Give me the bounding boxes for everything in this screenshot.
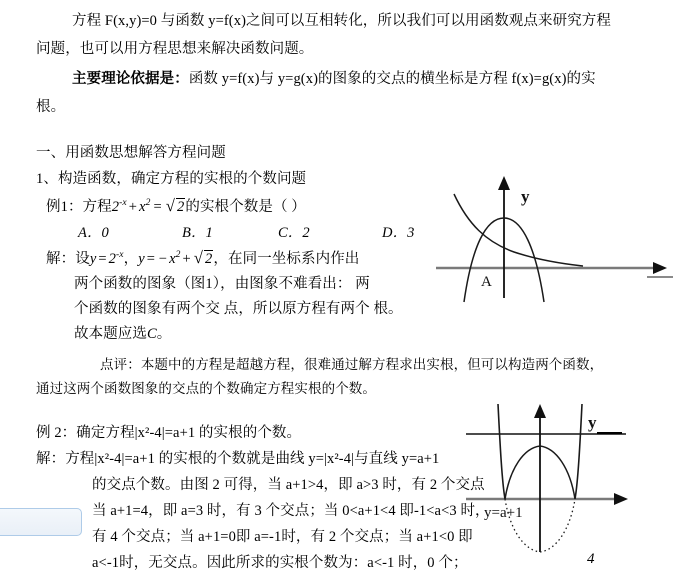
figure2-y-axis-arrow-icon xyxy=(534,404,546,418)
solution1-sqrt xyxy=(193,250,214,267)
figure-2-canvas xyxy=(466,404,673,582)
solution1-eq2-x: x xyxy=(169,251,176,267)
subsection-heading-one: 1、构造函数，确定方程的实根的个数问题 xyxy=(36,171,307,187)
comment-line2: 通过这两个函数图象的交点的个数确定方程实根的个数。 xyxy=(36,381,376,396)
solution1-comma: ， xyxy=(123,251,139,267)
theory-line2: 根。 xyxy=(36,99,66,115)
example1-choice-c: C．2 xyxy=(278,225,310,241)
solution1-eq1-base: 2 xyxy=(108,251,116,267)
page-number: 4 xyxy=(587,551,595,567)
example1-prefix: 例1：方程 xyxy=(46,199,112,215)
solution1-line2: 两个函数的图象（图1），由图象不难看出： 两 xyxy=(74,276,370,292)
solution1-answer-letter: C xyxy=(147,326,157,342)
theory-label: 主要理论依据是： xyxy=(72,71,189,87)
figure1-y-label: y xyxy=(521,187,530,206)
figure-2 xyxy=(466,404,673,582)
example1-sqrt xyxy=(165,198,186,215)
comment-label: 点评： xyxy=(100,357,141,372)
right-margin-dash xyxy=(597,432,622,434)
solution2-line3: 当 a+1=4，即 a=3 时，有 3 个交点；当 0<a+1<4 即-1<a<3 时， xyxy=(92,503,490,519)
paragraph-intro-line2: 问题，也可以用方程思想来解决函数问题。 xyxy=(36,41,314,57)
comment-text-1: 本题中的方程是超越方程，很难通过解方程求出实根，但可以构造两个函数， xyxy=(140,357,604,372)
solution1-line3: 个函数的图象有两个交 点，所以原方程有两个 根。 xyxy=(74,301,403,317)
solution1-eq2-plus: + xyxy=(182,251,191,267)
example1-x-exponent: 2 xyxy=(145,197,151,209)
solution1-y1: y xyxy=(89,251,97,267)
solution2-line2: 的交点个数。由图 2 可得，当 a+1>4，即 a>3 时，有 2 个交点 xyxy=(92,477,485,493)
solution1-eq1-equals: = xyxy=(98,251,107,267)
figure1-x-axis-arrow-icon xyxy=(653,262,667,274)
example1-plus: + xyxy=(128,199,138,215)
figure-1 xyxy=(428,176,673,304)
example1-equals: = xyxy=(153,199,162,215)
example1-choice-d: D．3 xyxy=(382,225,415,241)
solution1-radicand: 2 xyxy=(205,251,213,267)
section-heading-one: 一、用函数思想解答方程问题 xyxy=(36,145,226,161)
example1-base: 2 xyxy=(111,199,120,215)
figure2-y-label: y xyxy=(588,413,597,432)
figure2-line-label: y=a+1 xyxy=(484,505,523,521)
solution2-line1: 解：方程|x²-4|=a+1 的实根的个数就是曲线 y=|x²-4|与直线 y=a+1 xyxy=(36,451,440,467)
figure2-right-branch xyxy=(575,404,582,499)
paragraph-intro-line1: 方程 F(x,y)=0 与函数 y=f(x)之间可以互相转化，所以我们可以用函数观点来研究方程 xyxy=(72,13,612,29)
example1-suffix: 的实根个数是（ ） xyxy=(185,199,306,215)
figure2-x-axis-arrow-icon xyxy=(614,493,628,505)
solution1-line4-pre: 故本题应选 xyxy=(74,326,147,342)
figure1-y-axis-arrow-icon xyxy=(498,176,510,190)
example1-radicand: 2 xyxy=(177,199,185,215)
solution1-eq2-equals: = − xyxy=(146,251,168,267)
example1-x: x xyxy=(139,199,146,215)
solution1-line4 xyxy=(74,327,171,342)
sqrt-symbol-icon: √ xyxy=(193,248,204,267)
solution1-label: 解：设 xyxy=(46,251,90,267)
solution1-eq1-exponent: -x xyxy=(116,249,124,261)
theory-basis-line xyxy=(72,72,596,87)
theory-rest: 函数 y=f(x)与 y=g(x)的图象的交点的横坐标是方程 f(x)=g(x)的实 xyxy=(188,71,596,87)
solution1-line4-post: 。 xyxy=(156,326,172,342)
example2-statement: 例 2：确定方程|x²-4|=a+1 的实根的个数。 xyxy=(36,425,302,441)
sqrt-symbol-icon: √ xyxy=(165,196,175,215)
solution2-line5: a<-1时，无交点。因此所求的实根个数为：a<-1 时，0 个； xyxy=(92,555,468,571)
solution1-eq2-exponent: 2 xyxy=(175,249,181,261)
solution1-y2: y xyxy=(138,251,145,267)
right-margin-dash-upper xyxy=(647,276,673,278)
solution1-tail: ，在同一坐标系内作出 xyxy=(213,251,360,267)
figure1-origin-label: A xyxy=(481,274,492,290)
example1-base-exponent: -x xyxy=(119,197,127,209)
figure-1-canvas xyxy=(428,176,673,304)
solution1-line1 xyxy=(46,250,359,267)
figure2-left-branch xyxy=(498,404,505,499)
comment-line1 xyxy=(100,358,603,372)
example1-choice-b: B．1 xyxy=(182,225,213,241)
solution2-line4: 有 4 个交点；当 a+1=0即 a=-1时，有 2 个交点；当 a+1<0 即 xyxy=(92,529,473,545)
example1-choice-a: A．0 xyxy=(78,225,109,241)
example1-statement xyxy=(46,198,306,215)
left-rounded-input-box[interactable] xyxy=(0,508,82,536)
